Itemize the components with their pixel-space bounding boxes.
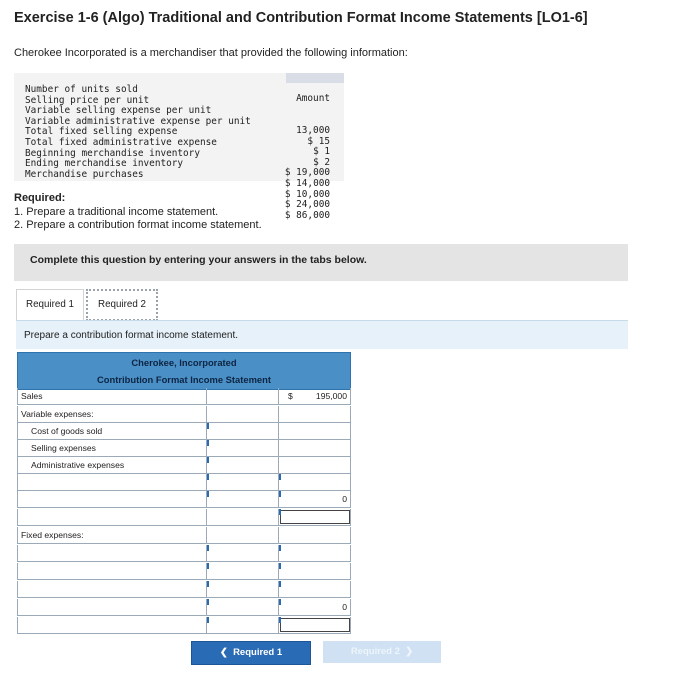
required-item-1: 1. Prepare a traditional income statement.: [14, 206, 219, 218]
statement-row-label: Sales: [21, 391, 43, 401]
statement-amount-input[interactable]: [207, 617, 279, 633]
statement-row: [17, 617, 351, 634]
statement-row: [17, 406, 351, 423]
chevron-left-icon: ❮: [219, 647, 234, 658]
statement-total-cell: [279, 406, 351, 422]
statement-total-cell: [279, 527, 351, 543]
statement-row: [17, 581, 351, 598]
statement-amount-input[interactable]: [207, 474, 279, 490]
income-statement: [17, 352, 351, 632]
statement-total-value: 0: [342, 602, 347, 612]
chevron-right-icon: ❯: [399, 646, 414, 657]
statement-amount-input: [207, 406, 279, 422]
statement-label-cell: [17, 440, 207, 456]
statement-label-cell: [17, 388, 207, 404]
prev-required-button[interactable]: [191, 641, 311, 665]
given-amount-header: Amount: [296, 93, 330, 105]
given-values: [285, 73, 330, 221]
statement-label-cell: [17, 423, 207, 439]
given-row-label: Number of units sold: [25, 84, 138, 95]
statement-amount-input[interactable]: [207, 423, 279, 439]
given-row-label: Variable administrative expense per unit: [25, 115, 251, 127]
statement-row-label: Variable expenses:: [21, 409, 94, 419]
statement-row: [17, 457, 351, 474]
statement-total-cell[interactable]: [279, 491, 351, 507]
statement-amount-input: [207, 509, 279, 525]
statement-total-cell[interactable]: [279, 474, 351, 490]
given-row-label: Total fixed selling expense: [25, 126, 178, 138]
statement-label-cell[interactable]: [17, 563, 207, 579]
statement-label-cell[interactable]: [17, 545, 207, 561]
instruction-text: Complete this question by entering your answers in the tabs below.: [30, 254, 367, 266]
statement-row: [17, 563, 351, 580]
given-row-value: $ 1: [313, 146, 330, 158]
statement-total-cell[interactable]: [279, 599, 351, 615]
statement-total-cell: [279, 440, 351, 456]
given-row-value: $ 86,000: [284, 209, 330, 221]
given-row-value: 13,000: [296, 124, 330, 136]
statement-amount-input: [207, 388, 279, 404]
statement-row-label: Fixed expenses:: [21, 530, 84, 540]
statement-label-cell[interactable]: [17, 509, 207, 525]
statement-row: [17, 509, 351, 526]
statement-label-cell[interactable]: [17, 581, 207, 597]
statement-amount-input[interactable]: [207, 599, 279, 615]
next-required-button[interactable]: [323, 641, 441, 663]
given-row-label: Beginning merchandise inventory: [25, 147, 200, 159]
tab-required-1[interactable]: Required 1: [16, 289, 84, 321]
statement-amount-input[interactable]: [207, 491, 279, 507]
given-row-value: $ 10,000: [284, 188, 330, 200]
statement-total-cell[interactable]: [279, 617, 351, 633]
statement-row: [17, 388, 351, 405]
statement-row: [17, 423, 351, 440]
statement-row-label: Cost of goods sold: [31, 426, 103, 436]
given-row-value: $ 15: [307, 135, 330, 147]
statement-row: [17, 491, 351, 508]
statement-total-cell[interactable]: [279, 509, 351, 525]
intro-text: Cherokee Incorporated is a merchandiser that provided the following information:: [14, 47, 408, 59]
statement-company: Cherokee, Incorporated: [131, 357, 237, 368]
given-row-label: Merchandise purchases: [25, 168, 144, 180]
statement-row: [17, 545, 351, 562]
statement-label-cell[interactable]: [17, 617, 207, 633]
prev-button-label: Required 1: [233, 647, 283, 658]
page-title: Exercise 1-6 (Algo) Traditional and Contribution Format Income Statements [LO1-6]: [14, 10, 588, 26]
given-row-label: Ending merchandise inventory: [25, 158, 184, 170]
statement-label-cell: [17, 406, 207, 422]
tab-content-bar: [16, 320, 628, 349]
statement-amount-input: [207, 527, 279, 543]
statement-row: [17, 474, 351, 491]
statement-total-cell[interactable]: [279, 545, 351, 561]
statement-row-label: Administrative expenses: [31, 460, 125, 470]
statement-row: [17, 599, 351, 616]
given-row-label: Selling price per unit: [25, 94, 150, 106]
statement-header: [17, 352, 351, 390]
statement-label-cell: [17, 527, 207, 543]
given-row-value: $ 14,000: [284, 177, 330, 189]
statement-amount-input[interactable]: [207, 440, 279, 456]
given-row-label: Variable selling expense per unit: [25, 105, 212, 117]
statement-total-cell: [279, 423, 351, 439]
statement-row-label: Selling expenses: [31, 443, 96, 453]
given-row-value: $ 24,000: [284, 199, 330, 211]
statement-total-cell[interactable]: [279, 563, 351, 579]
statement-total-cell[interactable]: [279, 581, 351, 597]
statement-total-value: 195,000: [315, 391, 347, 401]
tab-required-2[interactable]: Required 2: [86, 289, 158, 321]
statement-label-cell: [17, 457, 207, 473]
instruction-box: [14, 244, 628, 281]
statement-row: [17, 527, 351, 544]
given-row-label: Total fixed administrative expense: [25, 136, 217, 148]
currency-symbol: $: [288, 391, 293, 401]
statement-row: [17, 440, 351, 457]
statement-total-cell: [279, 457, 351, 473]
required-item-2: 2. Prepare a contribution format income statement.: [14, 219, 262, 231]
statement-total-cell: [279, 388, 351, 404]
statement-amount-input[interactable]: [207, 563, 279, 579]
given-row-value: $ 19,000: [284, 167, 330, 179]
statement-label-cell[interactable]: [17, 491, 207, 507]
statement-amount-input[interactable]: [207, 545, 279, 561]
statement-amount-input[interactable]: [207, 581, 279, 597]
given-labels: [25, 85, 251, 180]
statement-label-cell[interactable]: [17, 474, 207, 490]
next-button-label: Required 2: [350, 646, 400, 657]
tab-prompt: Prepare a contribution format income statement.: [24, 330, 238, 341]
statement-name: Contribution Format Income Statement: [97, 374, 271, 385]
statement-amount-input[interactable]: [207, 457, 279, 473]
required-heading: Required:: [14, 192, 66, 204]
statement-total-value: 0: [342, 494, 347, 504]
given-row-value: $ 2: [313, 156, 330, 168]
statement-label-cell[interactable]: [17, 599, 207, 615]
